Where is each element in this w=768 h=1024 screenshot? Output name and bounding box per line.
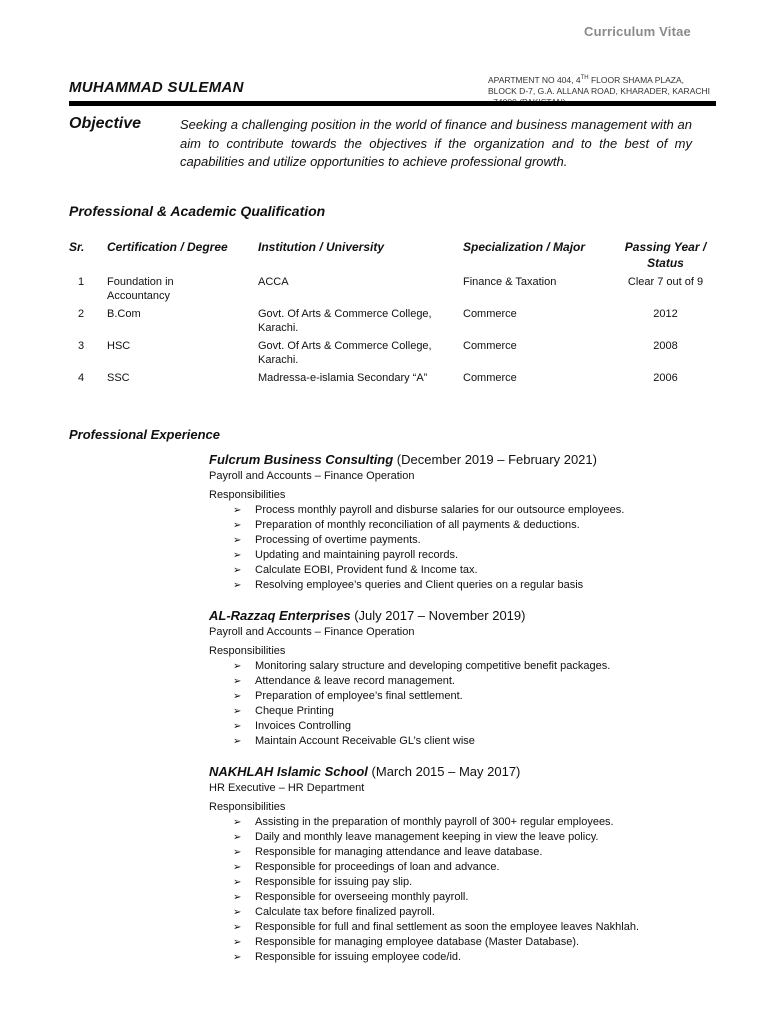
arrow-bullet-icon: ➢ [233,892,242,903]
cell-major: Commerce [463,308,517,320]
col-header-sr: Sr. [69,240,85,254]
list-item [209,689,709,704]
objective-text: Seeking a challenging position in the world of finance and business management with an aim to contribute towards the objectives if the organization and to the best of my capabilities and utilize opportunities to achieve professional growth. [180,117,692,169]
list-item-text: Responsible for managing attendance and leave database. [255,846,543,858]
list-item-text: Responsible for overseeing monthly payroll. [255,891,469,903]
job-period: (March 2015 – May 2017) [367,764,521,779]
cell-institution: Govt. Of Arts & Commerce College, Karachi. [258,340,432,366]
responsibilities-label: Responsibilities [209,489,286,501]
list-item [209,875,709,890]
cell-status: 2012 [653,308,678,320]
list-item-text: Calculate EOBI, Provident fund & Income tax. [255,564,478,576]
list-item [209,719,709,734]
list-item-text: Responsible for issuing employee code/id. [255,951,462,963]
arrow-bullet-icon: ➢ [233,877,242,888]
col-header-status: Passing Year / Status [624,240,707,270]
cell-institution: ACCA [258,276,289,288]
list-item [209,704,709,719]
list-item-text: Updating and maintaining payroll records. [255,549,459,561]
cell-major: Commerce [463,340,517,352]
list-item [209,533,709,548]
arrow-bullet-icon: ➢ [233,736,242,747]
cell-degree: HSC [107,340,131,352]
list-item [209,734,709,749]
arrow-bullet-icon: ➢ [233,535,242,546]
list-item [209,860,709,875]
list-item [209,674,709,689]
cell-institution: Govt. Of Arts & Commerce College, Karachi. [258,308,432,334]
list-item-text: Monitoring salary structure and developing competitive benefit packages. [255,660,611,672]
company-name: NAKHLAH Islamic School [209,764,368,779]
company-name: Fulcrum Business Consulting [209,452,394,467]
cell-degree: SSC [107,372,130,384]
arrow-bullet-icon: ➢ [233,505,242,516]
list-item-text: Preparation of employee’s final settlement. [255,690,463,702]
arrow-bullet-icon: ➢ [233,721,242,732]
job-title [209,452,709,468]
list-item-text: Responsible for full and final settlement as soon the employee leaves Nakhlah. [255,921,640,933]
job-entry [209,608,709,749]
job-period: (December 2019 – February 2021) [393,452,597,467]
arrow-bullet-icon: ➢ [233,907,242,918]
list-item [209,905,709,920]
list-item [209,935,709,950]
cell-degree: B.Com [107,308,141,320]
responsibilities-label: Responsibilities [209,645,286,657]
arrow-bullet-icon: ➢ [233,922,242,933]
col-header-degree: Certification / Degree [107,240,228,254]
address-line: APARTMENT NO 404, 4 [488,74,581,85]
arrow-bullet-icon: ➢ [233,937,242,948]
list-item [209,548,709,563]
header-rule [69,101,716,106]
list-item [209,563,709,578]
list-item-text: Processing of overtime payments. [255,534,421,546]
list-item [209,815,709,830]
arrow-bullet-icon: ➢ [233,565,242,576]
address-superscript: TH [580,75,589,81]
list-item-text: Assisting in the preparation of monthly payroll of 300+ regular employees. [255,816,614,828]
list-item-text: Preparation of monthly reconciliation of all payments & deductions. [255,519,580,531]
list-item-text: Calculate tax before finalized payroll. [255,906,435,918]
experience-heading: Professional Experience [69,427,221,442]
cell-institution: Madressa-e-islamia Secondary “A” [258,372,428,384]
candidate-name: MUHAMMAD SULEMAN [69,79,244,96]
list-item-text: Daily and monthly leave management keeping in view the leave policy. [255,831,599,843]
list-item-text: Responsible for managing employee database (Master Database). [255,936,580,948]
col-header-institution: Institution / University [258,240,385,254]
responsibilities-label: Responsibilities [209,801,286,813]
job-title [209,764,709,780]
document-label: Curriculum Vitae [584,24,691,39]
list-item-text: Resolving employee’s queries and Client queries on a regular basis [255,579,584,591]
job-period: (July 2017 – November 2019) [350,608,526,623]
list-item [209,950,709,965]
responsibilities-list [209,503,709,593]
responsibilities-list [209,659,709,749]
arrow-bullet-icon: ➢ [233,952,242,963]
list-item [209,578,709,593]
col-header-major: Specialization / Major [463,240,586,254]
arrow-bullet-icon: ➢ [233,580,242,591]
cell-status: Clear 7 out of 9 [627,276,704,288]
cell-sr: 3 [77,340,85,352]
arrow-bullet-icon: ➢ [233,706,242,717]
cell-major: Finance & Taxation [463,276,557,288]
cell-sr: 4 [77,372,85,384]
objective-heading: Objective [69,115,142,132]
list-item-text: Invoices Controlling [255,720,351,732]
list-item [209,890,709,905]
list-item [209,845,709,860]
arrow-bullet-icon: ➢ [233,832,242,843]
arrow-bullet-icon: ➢ [233,691,242,702]
cell-sr: 1 [77,276,85,288]
list-item [209,830,709,845]
job-role: Payroll and Accounts – Finance Operation [209,470,415,482]
cell-status: 2008 [653,340,678,352]
list-item [209,518,709,533]
arrow-bullet-icon: ➢ [233,847,242,858]
job-role: HR Executive – HR Department [209,782,365,794]
arrow-bullet-icon: ➢ [233,862,242,873]
job-entry [209,452,709,593]
arrow-bullet-icon: ➢ [233,520,242,531]
address-block [488,73,713,104]
job-entry [209,764,709,965]
cell-major: Commerce [463,372,517,384]
address-line-rest: FLOOR SHAMA PLAZA, BLOCK D-7, G.A. ALLANA ROAD, KHARADER, KARACHI [488,74,711,96]
arrow-bullet-icon: ➢ [233,817,242,828]
arrow-bullet-icon: ➢ [233,661,242,672]
cell-degree: Foundation in Accountancy [107,276,174,302]
list-item-text: Process monthly payroll and disburse salaries for our outsource employees. [255,504,625,516]
job-title [209,608,709,624]
arrow-bullet-icon: ➢ [233,676,242,687]
list-item [209,920,709,935]
list-item-text: Maintain Account Receivable GL’s client wise [255,735,475,747]
responsibilities-list [209,815,709,965]
job-role: Payroll and Accounts – Finance Operation [209,626,415,638]
qualification-heading: Professional & Academic Qualification [69,203,326,219]
list-item-text: Responsible for proceedings of loan and advance. [255,861,500,873]
cell-status: 2006 [653,372,678,384]
list-item [209,659,709,674]
cell-sr: 2 [77,308,85,320]
list-item-text: Responsible for issuing pay slip. [255,876,413,888]
list-item-text: Attendance & leave record management. [255,675,455,687]
list-item [209,503,709,518]
list-item-text: Cheque Printing [255,705,334,717]
company-name: AL-Razzaq Enterprises [209,608,351,623]
arrow-bullet-icon: ➢ [233,550,242,561]
